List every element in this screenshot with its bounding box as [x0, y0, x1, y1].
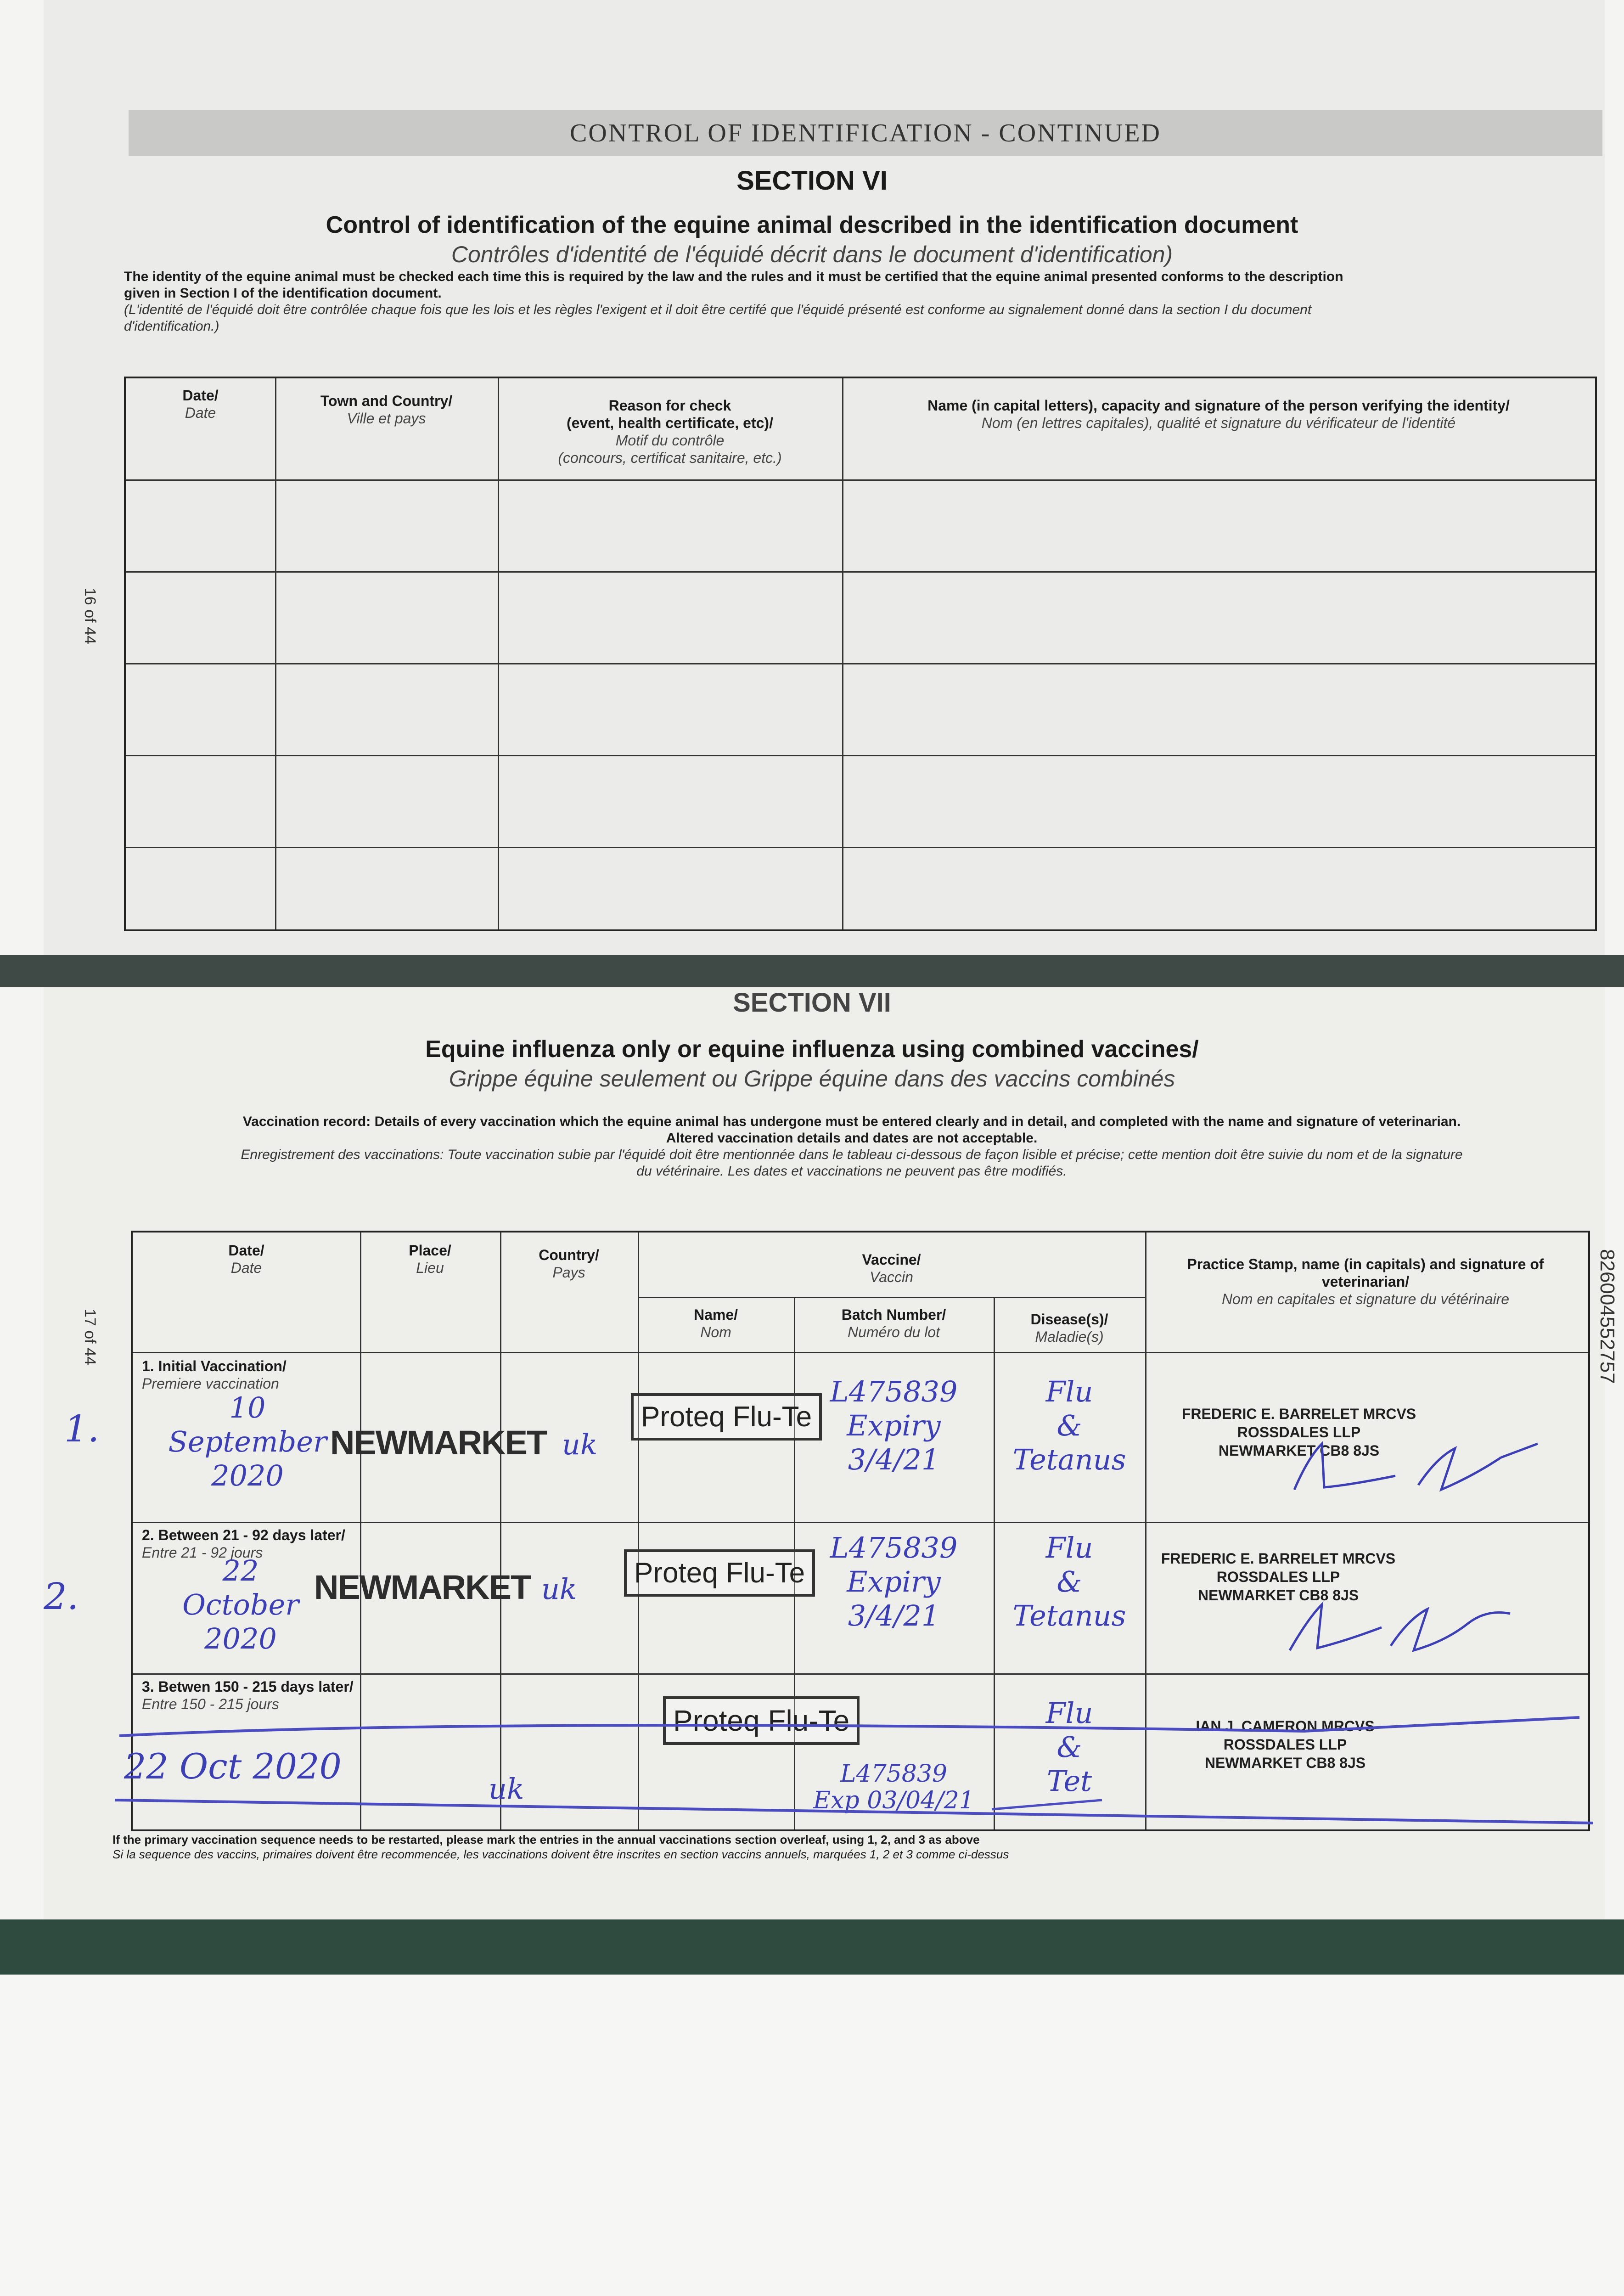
col-header-reason	[498, 397, 842, 467]
row-divider	[133, 1522, 1588, 1523]
row-1-batch-expiry-date: 3/4/21	[848, 1443, 940, 1476]
intro-fr-line1: (L'identité de l'équidé doit être contrôlée chaque fois que les lois et les règles l'exigent et il doit être certifé que l'équidé présenté est conforme au signalement donné dans la section I du document	[124, 302, 1312, 317]
row-1-vaccine-stamp: Proteq Flu-Te	[631, 1393, 822, 1441]
header-vet-fr: Nom en capitales et signature du vétérinaire	[1221, 1291, 1510, 1307]
section-vii-title: Equine influenza only or equine influenza using combined vaccines/	[425, 1036, 1199, 1063]
header-bar	[129, 110, 1602, 156]
row-3-disease-2: Tet	[1046, 1764, 1092, 1798]
row-2-label-fr: Entre 21 - 92 jours	[142, 1544, 263, 1561]
vax-intro-en-line2: Altered vaccination details and dates are not acceptable.	[666, 1131, 1038, 1146]
row-2-batch-expiry-date: 3/4/21	[848, 1599, 940, 1632]
row-3-disease-and: &	[1056, 1730, 1082, 1764]
row-1-label	[142, 1357, 358, 1392]
row-divider	[133, 1352, 1588, 1353]
row-2-vet-name: FREDERIC E. BARRELET MRCVS	[1161, 1550, 1396, 1567]
row-3-date: 22 Oct 2020	[124, 1746, 342, 1787]
col-reason-fr2: (concours, certificat sanitaire, etc.)	[558, 450, 782, 466]
header-batch-en: Batch Number/	[841, 1306, 946, 1323]
header-vaccine-en: Vaccine/	[862, 1251, 921, 1268]
row-1-country: uk	[562, 1428, 598, 1461]
row-1-date	[137, 1391, 358, 1493]
row-1-batch-number: L475839	[830, 1375, 958, 1408]
vax-intro-en-line1: Vaccination record: Details of every vaccination which the equine animal has undergone must be entered clearly and in detail, and completed with the name and signature of veterinarian.	[242, 1114, 1461, 1129]
header-disease-fr: Maladie(s)	[1035, 1328, 1104, 1345]
header-batch	[794, 1306, 994, 1341]
vax-intro-fr-line1: Enregistrement des vaccinations: Toute vaccination subie par l'équidé doit être mentionnée dans le tableau ci-dessous de façon lisible et précise; cette mention doit être suivie du nom et de la signature	[241, 1147, 1463, 1162]
row-2-country: uk	[541, 1572, 577, 1606]
section-vi-title: Control of identification of the equine animal described in the identification document	[326, 212, 1298, 238]
col-reason-en2: (event, health certificate, etc)/	[567, 415, 773, 431]
margin-mark-2: 2.	[44, 1575, 79, 1618]
row-1-place-stamp: NEWMARKET	[330, 1424, 547, 1462]
row-2-vaccine-stamp: Proteq Flu-Te	[624, 1549, 815, 1597]
book-cover-edge	[0, 1919, 1624, 1975]
scanner-background	[0, 1975, 1624, 2296]
footnote-fr: Si la sequence des vaccins, primaires doivent être recommencée, les vaccinations doivent être inscrites en section vaccins annuels, marquées 1, 2 et 3 comme ci-dessus	[112, 1847, 1009, 1861]
section-vi-subtitle: Contrôles d'identité de l'équidé décrit dans le document d'identification)	[451, 242, 1173, 267]
footnote-en: If the primary vaccination sequence needs to be restarted, please mark the entries in the annual vaccinations section overleaf, using 1, 2, and 3 as above	[112, 1833, 980, 1846]
row-2-vet-address: NEWMARKET CB8 8JS	[1197, 1587, 1359, 1604]
row-2-batch-number: L475839	[830, 1531, 958, 1564]
header-vet-en: Practice Stamp, name (in capitals) and signature of veterinarian/	[1187, 1256, 1544, 1290]
row-2-batch	[794, 1531, 994, 1633]
row-1-label-en: 1. Initial Vaccination/	[142, 1358, 287, 1374]
section-vi-label: SECTION VI	[736, 166, 888, 196]
row-1-label-fr: Premiere vaccination	[142, 1375, 279, 1392]
header-bar-text: CONTROL OF IDENTIFICATION - CONTINUED	[570, 119, 1161, 147]
header-country-en: Country/	[539, 1247, 599, 1263]
section-vii-subtitle: Grippe équine seulement ou Grippe équine dans des vaccins combinés	[449, 1066, 1175, 1092]
vax-intro-fr-line2: du vétérinaire. Les dates et vaccinations ne peuvent pas être modifiés.	[636, 1164, 1067, 1179]
row-divider	[126, 479, 1595, 481]
row-2-disease	[994, 1531, 1145, 1633]
header-place-en: Place/	[409, 1242, 451, 1259]
header-vet	[1154, 1255, 1577, 1308]
row-divider	[126, 847, 1595, 848]
row-3-label-en: 3. Betwen 150 - 215 days later/	[142, 1678, 354, 1695]
col-date-fr: Date	[185, 405, 216, 421]
row-1-disease-1: Flu	[1045, 1375, 1093, 1408]
book-spine	[0, 955, 1624, 987]
row-2-place-stamp: NEWMARKET	[314, 1568, 531, 1606]
row-3-strikethrough	[110, 1662, 1602, 1828]
row-2-vet-practice: ROSSDALES LLP	[1216, 1569, 1340, 1585]
header-disease	[994, 1311, 1145, 1345]
section-vii-intro	[124, 1114, 1579, 1180]
row-1-date-year: 2020	[211, 1459, 284, 1492]
row-1-vet-practice: ROSSDALES LLP	[1237, 1424, 1361, 1441]
row-3-batch-expiry: Exp 03/04/21	[813, 1787, 974, 1814]
row-2-date-day: 22	[222, 1554, 259, 1587]
row-1-disease	[994, 1375, 1145, 1477]
row-3-vet-address: NEWMARKET CB8 8JS	[1204, 1755, 1366, 1771]
header-disease-en: Disease(s)/	[1030, 1311, 1108, 1328]
row-1-batch	[794, 1375, 994, 1477]
row-3-batch-number: L475839	[840, 1760, 948, 1788]
col-header-verifier	[860, 397, 1577, 432]
header-date-en: Date/	[228, 1242, 264, 1259]
col-town-fr: Ville et pays	[347, 410, 426, 427]
header-place-fr: Lieu	[416, 1260, 444, 1276]
row-2-vet-signature	[1271, 1591, 1547, 1664]
row-divider	[126, 663, 1595, 664]
row-1-vet-name: FREDERIC E. BARRELET MRCVS	[1181, 1406, 1416, 1422]
row-1-disease-and: &	[1056, 1409, 1082, 1442]
col-reason-fr: Motif du contrôle	[615, 432, 725, 449]
page-number-16: 16 of 44	[81, 588, 99, 644]
margin-mark-1: 1.	[64, 1407, 100, 1450]
row-3-country: uk	[489, 1772, 524, 1806]
row-3-disease-1: Flu	[1045, 1696, 1093, 1730]
row-2-date-month: October	[182, 1588, 299, 1621]
header-vaccine	[638, 1251, 1145, 1286]
col-verifier-en: Name (in capital letters), capacity and signature of the person verifying the identity/	[927, 397, 1510, 414]
col-reason-en: Reason for check	[608, 397, 731, 414]
row-1-date-day: 10	[229, 1391, 266, 1424]
col-header-date	[126, 387, 275, 422]
intro-fr-line2: d'identification.)	[124, 319, 219, 334]
row-divider	[126, 755, 1595, 756]
page-number-17: 17 of 44	[81, 1309, 99, 1365]
identity-check-table	[124, 377, 1597, 931]
row-3-label-fr: Entre 150 - 215 jours	[142, 1696, 279, 1712]
row-2-date-year: 2020	[204, 1622, 277, 1655]
row-1-date-month: September	[168, 1425, 327, 1458]
header-country-fr: Pays	[552, 1264, 585, 1281]
col-verifier-fr: Nom (en lettres capitales), qualité et signature du vérificateur de l'identité	[981, 415, 1456, 431]
header-vaccine-name	[638, 1306, 794, 1341]
row-3-vaccine-stamp: Proteq Flu-Te	[663, 1696, 860, 1745]
header-place	[360, 1242, 500, 1277]
header-country	[500, 1246, 638, 1281]
row-1-vet-signature	[1281, 1430, 1556, 1503]
header-batch-fr: Numéro du lot	[848, 1324, 940, 1340]
col-date-en: Date/	[182, 387, 219, 404]
col-header-town	[275, 392, 498, 427]
row-2-disease-and: &	[1056, 1565, 1082, 1598]
header-name-en: Name/	[693, 1306, 738, 1323]
header-vaccine-fr: Vaccin	[870, 1269, 913, 1285]
row-divider	[638, 1297, 1145, 1298]
row-3-vet-name: IAN J. CAMERON MRCVS	[1196, 1718, 1375, 1734]
row-2-disease-1: Flu	[1045, 1531, 1093, 1564]
header-date	[133, 1242, 360, 1277]
row-1-vet-address: NEWMARKET CB8 8JS	[1218, 1442, 1380, 1459]
intro-en-line2: given in Section I of the identification document.	[124, 286, 442, 301]
section-vi-intro	[124, 269, 1579, 335]
row-2-disease-2: Tetanus	[1012, 1599, 1126, 1632]
intro-en-line1: The identity of the equine animal must be checked each time this is required by the law and the rules and it must be certified that the equine animal presented conforms to the description	[124, 269, 1343, 284]
header-date-fr: Date	[230, 1260, 262, 1276]
footnote	[112, 1832, 1582, 1862]
row-3-vet-practice: ROSSDALES LLP	[1223, 1736, 1347, 1753]
row-1-disease-2: Tetanus	[1012, 1443, 1126, 1476]
row-divider	[126, 571, 1595, 573]
header-name-fr: Nom	[700, 1324, 731, 1340]
row-2-label-en: 2. Between 21 - 92 days later/	[142, 1527, 345, 1543]
row-1-batch-expiry-label: Expiry	[847, 1409, 941, 1442]
side-code: 826004552757	[1596, 1249, 1618, 1384]
row-2-batch-expiry-label: Expiry	[847, 1565, 941, 1598]
section-vii-label: SECTION VII	[733, 988, 891, 1018]
col-town-en: Town and Country/	[320, 393, 453, 409]
